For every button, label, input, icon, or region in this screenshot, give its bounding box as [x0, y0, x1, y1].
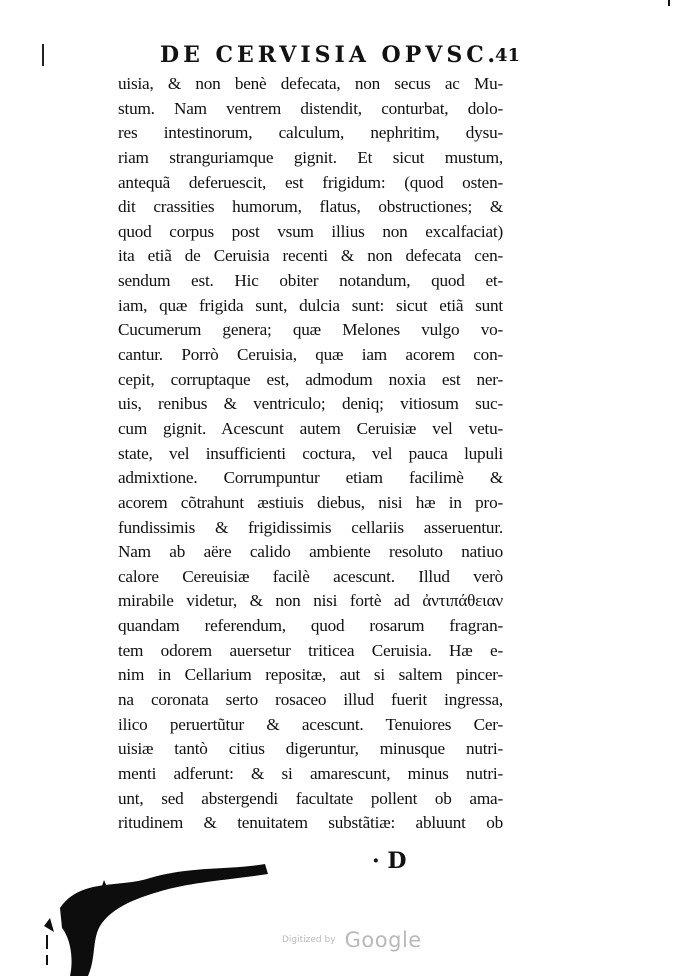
text-line: calore Cereuisiæ facilè acescunt. Illud verò — [118, 566, 503, 586]
text-line: uisia, & non benè defecata, non secus ac Mu- — [118, 74, 503, 93]
text-line: admixtione. Corrumpuntur etiam facilimè & — [118, 468, 503, 488]
text-line: antequã deferuescit, est frigidum: (quod osten- — [118, 172, 503, 192]
text-line: state, vel insufficienti coctura, vel pauca lupuli — [118, 443, 503, 463]
watermark-brand: Google — [344, 928, 422, 952]
text-line: res intestinorum, calculum, nephritim, dysu- — [118, 123, 503, 143]
text-line: acorem cõtrahunt æstiuis diebus, nisi hæ in pro- — [118, 492, 503, 512]
ink-smudge-graphic — [40, 848, 270, 976]
gutter-mark — [42, 44, 44, 66]
edge-mark — [46, 935, 48, 949]
text-line: tem odorem auersetur triticea Ceruisia. Hæ e- — [118, 640, 503, 660]
text-line: mirabile videtur, & non nisi fortè ad ἀντιπάθειαν — [118, 591, 503, 611]
text-line: Cucumerum genera; quæ Melones vulgo vo- — [118, 320, 503, 340]
text-line: Nam ab aëre calido ambiente resoluto natiuo — [118, 542, 503, 562]
text-line: quod corpus post vsum illius non excalfaciat) — [118, 221, 503, 241]
signature-mark: · D — [372, 848, 407, 874]
edge-mark — [668, 0, 670, 6]
text-line: uisiæ tantò citius digeruntur, minusque nutri- — [118, 739, 503, 759]
watermark-prefix: Digitized by — [282, 935, 336, 945]
text-line: sendum est. Hic obiter notandum, quod et- — [118, 271, 503, 291]
text-line: ritudinem & tenuitatem substãtiæ: abluunt ob — [118, 813, 503, 833]
text-line: nim in Cellarium repositæ, aut si saltem pincer- — [118, 665, 503, 685]
text-line: unt, sed abstergendi facultate pollent ob ama- — [118, 788, 503, 808]
text-line: fundissimis & frigidissimis cellariis asseruentur. — [118, 517, 503, 537]
running-head: DE CERVISIA OPVSC. — [160, 42, 499, 68]
text-line: ilico peruertũtur & acescunt. Tenuiores Cer- — [118, 714, 503, 734]
text-line: iam, quæ frigida sunt, dulcia sunt: sicut etiã sunt — [118, 295, 503, 315]
text-line: quandam referendum, quod rosarum fragran- — [118, 616, 503, 636]
text-line: menti adferunt: & si amarescunt, minus nutri- — [118, 763, 503, 783]
text-line: cum gignit. Acescunt autem Ceruisiæ vel vetu- — [118, 418, 503, 438]
page-number: 41 — [494, 45, 520, 66]
page-header — [150, 42, 550, 72]
body-text — [118, 72, 503, 836]
edge-mark — [46, 955, 48, 965]
text-line: ita etiã de Ceruisia recenti & non defecata cen- — [118, 246, 503, 266]
text-line: dit crassities humorum, flatus, obstructiones; & — [118, 197, 503, 217]
text-line: cantur. Porrò Ceruisia, quæ iam acorem con- — [118, 345, 503, 365]
digitized-watermark — [282, 928, 422, 952]
text-line: na coronata serto rosaceo illud fuerit ingressa, — [118, 690, 503, 710]
text-line: stum. Nam ventrem distendit, conturbat, dolo- — [118, 98, 503, 118]
text-line: riam stranguriamque gignit. Et sicut mustum, — [118, 147, 503, 167]
text-line: uis, renibus & ventriculo; deniq; vitiosum suc- — [118, 394, 503, 414]
text-line: cepit, corruptaque est, admodum noxia est ner- — [118, 369, 503, 389]
